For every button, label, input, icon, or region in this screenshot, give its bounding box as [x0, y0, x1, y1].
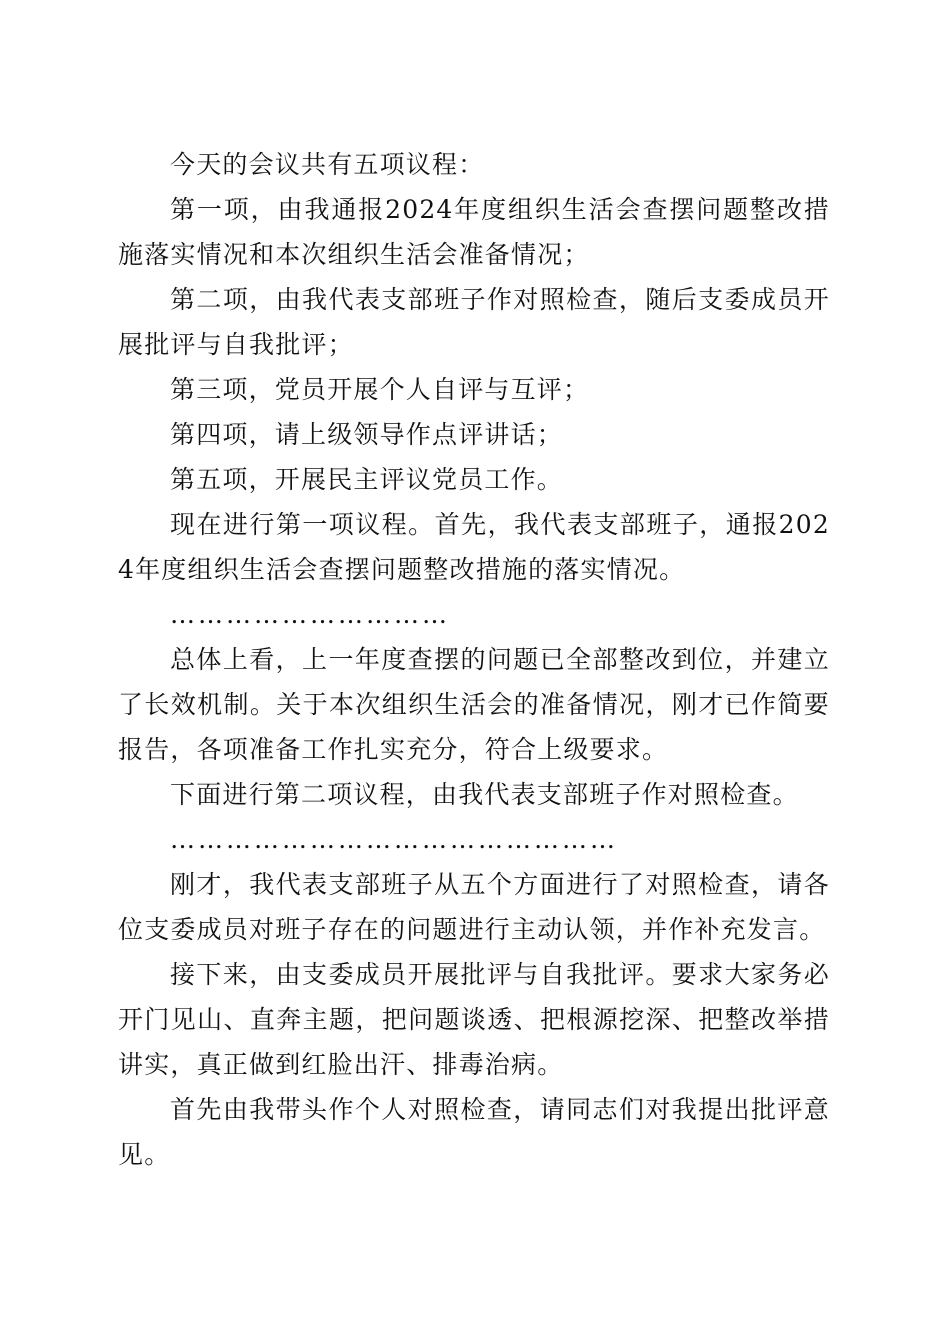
rectification-summary: 总体上看，上一年度查摆的问题已全部整改到位，并建立了长效机制。关于本次组织生活会的准备情况，刚才已作简要报告，各项准备工作扎实充分，符合上级要求。	[118, 645, 830, 764]
agenda-item-2: 第二项，由我代表支部班子作对照检查，随后支委成员开展批评与自我批评；	[118, 285, 830, 359]
first-agenda-opening: 现在进行第一项议程。首先，我代表支部班子，通报2024年度组织生活会查摆问题整改措施的落实情况。	[118, 510, 830, 584]
agenda-item-3: 第三项，党员开展个人自评与互评；	[170, 375, 590, 404]
criticism-instructions: 接下来，由支委成员开展批评与自我批评。要求大家务必开门见山、直奔主题，把问题谈透、把根源挖深、把整改举措讲实，真正做到红脸出汗、排毒治病。	[118, 960, 830, 1079]
omission-dots-2: …………………………………………	[170, 825, 618, 854]
personal-check-lead: 首先由我带头作个人对照检查，请同志们对我提出批评意见。	[118, 1095, 830, 1169]
second-agenda-opening: 下面进行第二项议程，由我代表支部班子作对照检查。	[170, 780, 799, 809]
omission-dots: …………………………	[170, 600, 450, 629]
agenda-intro: 今天的会议共有五项议程：	[170, 150, 485, 179]
document-body	[118, 142, 830, 1177]
supplementary-remarks: 刚才，我代表支部班子从五个方面进行了对照检查，请各位支委成员对班子存在的问题进行主动认领，并作补充发言。	[118, 870, 830, 944]
agenda-item-4: 第四项，请上级领导作点评讲话；	[170, 420, 564, 449]
agenda-item-1: 第一项，由我通报2024年度组织生活会查摆问题整改措施落实情况和本次组织生活会准备情况；	[118, 195, 830, 269]
agenda-item-5: 第五项，开展民主评议党员工作。	[170, 465, 564, 494]
